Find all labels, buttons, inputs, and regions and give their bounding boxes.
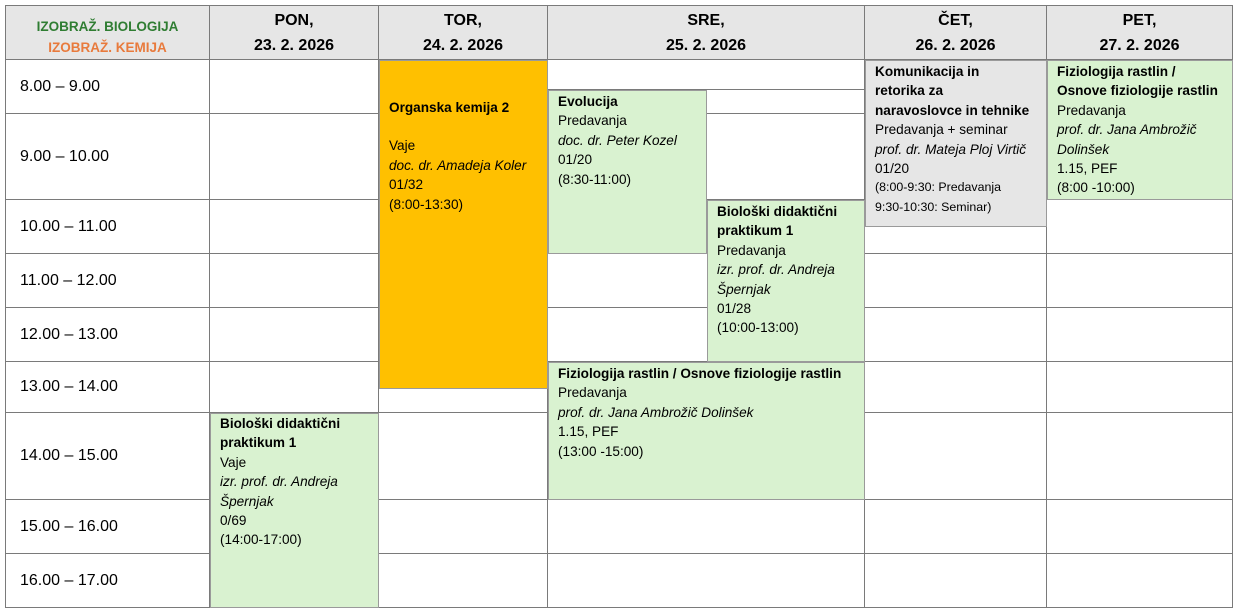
event-title: praktikum 1 (717, 223, 794, 239)
time-slot (5, 500, 210, 554)
event-professor: izr. prof. dr. Andreja (717, 262, 835, 278)
event-type: Vaje (389, 138, 416, 154)
day-header-pet (1047, 5, 1233, 60)
event-title: Organska kemija 2 (389, 100, 510, 115)
event-time: (8:30-11:00) (558, 171, 632, 187)
event-type: Predavanja + seminar (875, 122, 1008, 138)
time-slot (5, 554, 210, 608)
event-room: 01/32 (389, 177, 424, 193)
time-slot (5, 60, 210, 114)
day-name: SRE, (687, 12, 725, 29)
event-time: (10:00-13:00) (717, 320, 799, 336)
time-slot (5, 114, 210, 200)
event-title: Osnove fiziologije rastlin (1057, 83, 1218, 99)
event-professor: doc. dr. Peter Kozel (558, 132, 677, 148)
event-time: (13:00 -15:00) (558, 443, 644, 459)
event-room: 01/20 (558, 152, 593, 168)
day-date: 27. 2. 2026 (1099, 37, 1180, 54)
day-name: PET, (1122, 12, 1157, 29)
event-time: (8:00 -10:00) (1057, 180, 1135, 196)
event-organska-kemija[interactable] (379, 60, 548, 389)
event-room: 0/69 (220, 513, 247, 529)
event-professor: doc. dr. Amadeja Koler (389, 157, 527, 173)
event-professor: prof. dr. Jana Ambrožič (1057, 122, 1197, 138)
event-fiziologija-rastlin-pet[interactable] (1047, 60, 1233, 200)
event-title: Biološki didaktični (220, 416, 341, 431)
event-evolucija[interactable] (548, 90, 707, 254)
time-label: 15.00 – 16.00 (20, 517, 118, 535)
event-type: Predavanja (558, 385, 627, 401)
event-professor: Dolinšek (1057, 141, 1110, 157)
event-type: Predavanja (717, 242, 786, 258)
event-bioloski-didakticni-praktikum-sre[interactable] (707, 200, 865, 362)
time-slot (5, 413, 210, 500)
time-label: 16.00 – 17.00 (20, 571, 118, 589)
time-slot (5, 362, 210, 413)
legend-biologija: IZOBRAŽ. BIOLOGIJA (36, 19, 179, 34)
day-name: PON, (274, 12, 314, 29)
event-type: Predavanja (1057, 102, 1126, 118)
event-time: (14:00-17:00) (220, 532, 302, 548)
day-header-tor (379, 5, 548, 60)
event-professor: Špernjak (717, 281, 771, 297)
event-type: Vaje (220, 454, 247, 470)
event-komunikacija-retorika[interactable] (865, 60, 1047, 227)
time-label: 12.00 – 13.00 (20, 325, 118, 343)
day-date: 25. 2. 2026 (665, 37, 747, 54)
time-label: 9.00 – 10.00 (20, 147, 109, 165)
day-date: 26. 2. 2026 (915, 37, 996, 54)
event-title: Evolucija (558, 94, 618, 109)
event-type: Predavanja (558, 113, 627, 129)
time-label: 11.00 – 12.00 (20, 271, 117, 289)
time-label: 13.00 – 14.00 (20, 378, 118, 395)
legend-kemija: IZOBRAŽ. KEMIJA (48, 40, 167, 55)
event-fiziologija-rastlin-sre[interactable] (548, 362, 865, 500)
event-title: Komunikacija in (875, 64, 980, 79)
event-room: 01/20 (875, 161, 910, 177)
time-slot (5, 254, 210, 308)
event-professor: prof. dr. Jana Ambrožič Dolinšek (558, 404, 754, 420)
time-label: 10.00 – 11.00 (20, 217, 117, 235)
event-professor: Špernjak (220, 493, 274, 509)
time-label: 8.00 – 9.00 (20, 77, 101, 95)
event-room: 01/28 (717, 301, 752, 317)
event-room: 1.15, PEF (558, 424, 619, 440)
time-label: 14.00 – 15.00 (20, 447, 118, 464)
event-time: 9:30-10:30: Seminar) (875, 199, 992, 214)
day-date: 24. 2. 2026 (422, 37, 504, 54)
day-header-cet (865, 5, 1047, 60)
event-professor: prof. dr. Mateja Ploj Virtič (875, 141, 1027, 157)
event-title: Fiziologija rastlin / (1057, 64, 1176, 79)
event-time: (8:00-13:30) (389, 196, 464, 212)
time-slot (5, 200, 210, 254)
day-header-sre (548, 5, 865, 60)
event-time: (8:00-9:30: Predavanja (875, 180, 1002, 195)
day-header-pon (210, 5, 379, 60)
event-title: retorika za (875, 83, 944, 99)
event-title: Biološki didaktični (717, 204, 838, 219)
event-title: naravoslovce in tehnike (875, 102, 1030, 118)
event-bioloski-didakticni-praktikum-pon[interactable] (210, 413, 379, 608)
day-name: ČET, (938, 12, 973, 29)
event-title: Fiziologija rastlin / Osnove fiziologije rastlin (558, 366, 842, 381)
time-slot (5, 308, 210, 362)
day-date: 23. 2. 2026 (253, 37, 335, 54)
legend-header (5, 5, 210, 60)
event-professor: izr. prof. dr. Andreja (220, 474, 338, 490)
event-room: 1.15, PEF (1057, 161, 1118, 177)
day-name: TOR, (444, 12, 482, 29)
event-title: praktikum 1 (220, 435, 297, 451)
